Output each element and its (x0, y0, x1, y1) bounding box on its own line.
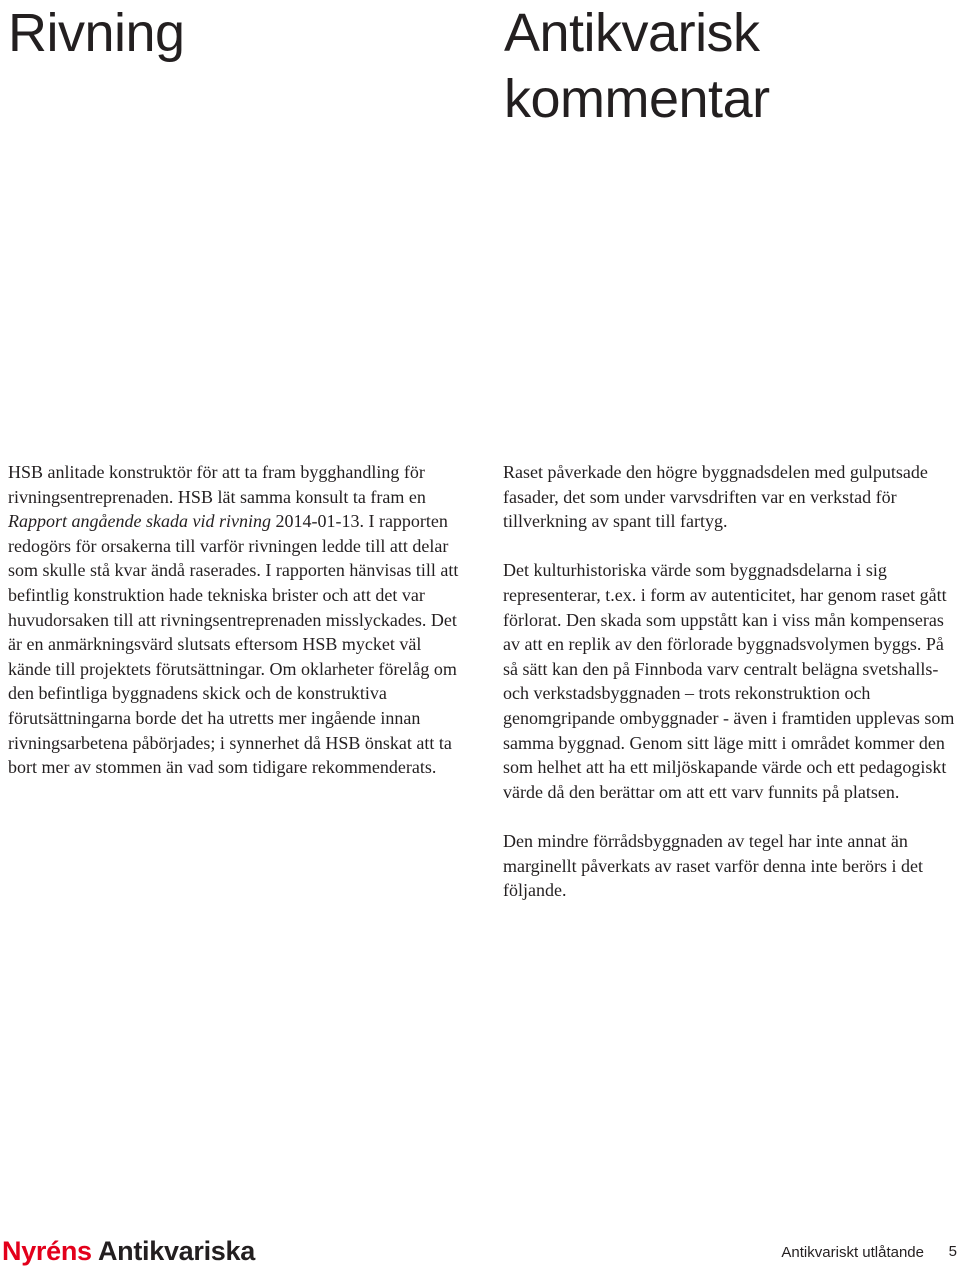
section-title-antikvarisk-kommentar: Antikvarisk kommentar (504, 3, 770, 129)
left-paragraph-text-start: HSB anlitade konstruktör för att ta fram bygghandling för rivningsentreprenaden. HSB lät samma konsult ta fram en (8, 462, 426, 507)
page-footer (0, 1234, 960, 1265)
report-title-italic: Rapport angående skada vid rivning (8, 511, 271, 532)
document-title: Antikvariskt utlåtande (781, 1244, 924, 1261)
brand-name-black: Antikvariska (97, 1236, 255, 1266)
right-paragraph-2: Det kulturhistoriska värde som byggnadsdelarna i sig representerar, t.ex. i form av autenticitet, har genom raset gått förlorat. Den skada som uppstått kan i viss mån kompenseras av att en replik av den förlorade byggnadsvolymen byggs. På så sätt kan den på Finnboda varv centralt belägna svetshalls- och verkstadsbyggnaden – trots rekonstruktion och genomgripande ombyggnader - även i framtiden upplevas som samma byggnad. Genom sitt läge mitt i området kommer den som helhet att ha ett miljöskapande värde och ett pedagogiskt värde då den berättar om att ett varv funnits på platsen. (503, 560, 955, 802)
left-text-column (8, 460, 464, 780)
brand-logo (2, 1234, 255, 1268)
page-title: Rivning (8, 3, 185, 63)
page-number: 5 (948, 1243, 957, 1260)
right-paragraph-3: Den mindre förrådsbyggnaden av tegel har inte annat än marginellt påverkats av raset varför denna inte berörs i det följande. (503, 830, 924, 901)
brand-name-red: Nyréns (2, 1236, 92, 1266)
right-text-column (503, 460, 959, 903)
right-paragraph-1: Raset påverkade den högre byggnadsdelen med gulputsade fasader, det som under varvsdriften var en verkstad för tillverkning av spant till fartyg. (503, 462, 928, 532)
left-paragraph-text-end: 2014-01-13. I rapporten redogörs för orsakerna till varför rivningen ledde till att delar som skulle stå kvar ändå raserades. I rapporten hänvisas till att befintlig konstruktion hade tekniska brister och att det var huvudorsaken till att rivningsentreprenaden misslyckades. Det är en anmärkningsvärd slutsats eftersom HSB mycket väl kände till projektets förutsättningar. Om oklarheter förelåg om den befintliga byggnadens skick och de konstruktiva förutsättningarna borde det ha utretts mer ingående innan rivningsarbetena påbörjades; i synnerhet då HSB önskat att ta bort mer av stommen än vad som tidigare rekommenderats. (8, 511, 459, 778)
left-paragraph-1 (8, 460, 464, 780)
